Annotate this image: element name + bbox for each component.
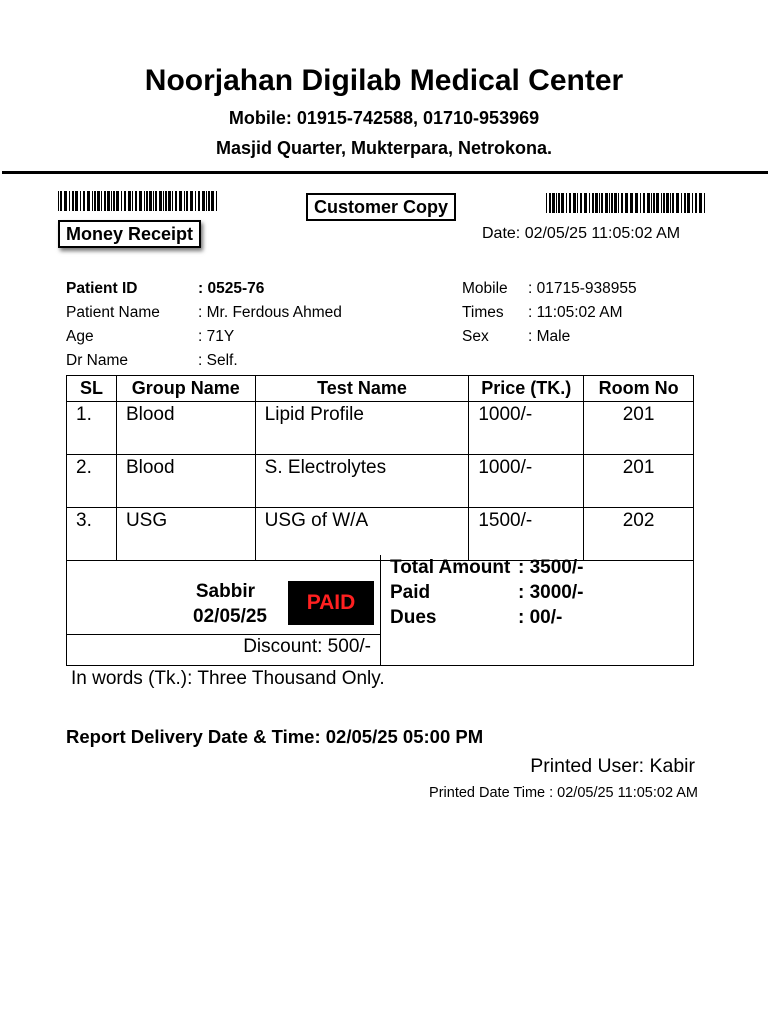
patient-id-label: Patient ID bbox=[66, 280, 138, 297]
column-header-room: Room No bbox=[584, 376, 694, 402]
barcode-bar bbox=[202, 191, 205, 211]
barcode-bar bbox=[663, 193, 665, 213]
column-header-test: Test Name bbox=[255, 376, 469, 402]
barcode-bar bbox=[190, 191, 193, 211]
discount-text: Discount: 500/- bbox=[243, 636, 371, 657]
dr-name-label: Dr Name bbox=[66, 352, 129, 369]
barcode-bar bbox=[104, 191, 106, 211]
barcode-bar bbox=[159, 191, 162, 211]
received-date: 02/05/25 bbox=[193, 606, 267, 627]
times-label: Times bbox=[462, 304, 504, 321]
barcode-bar bbox=[132, 191, 133, 211]
cell-test: Lipid Profile bbox=[255, 402, 469, 455]
barcode-bar bbox=[175, 191, 177, 211]
barcode-bar bbox=[625, 193, 628, 213]
barcode-bar bbox=[211, 191, 214, 211]
barcode-bar bbox=[601, 193, 603, 213]
amount-in-words: In words (Tk.): Three Thousand Only. bbox=[71, 668, 385, 689]
barcode-bar bbox=[614, 193, 617, 213]
dues-value: : 00/- bbox=[518, 607, 563, 628]
barcode-bar bbox=[695, 193, 697, 213]
cell-sl: 3. bbox=[67, 508, 117, 561]
barcode-bar bbox=[635, 193, 638, 213]
total-label: Total Amount bbox=[390, 557, 511, 578]
barcode-bar bbox=[561, 193, 564, 213]
barcode-bar bbox=[113, 191, 115, 211]
center-address: Masjid Quarter, Mukterpara, Netrokona. bbox=[215, 138, 553, 158]
barcode-bar bbox=[573, 193, 576, 213]
barcode-bar bbox=[60, 191, 62, 211]
patient-info bbox=[0, 277, 768, 377]
barcode-bar bbox=[172, 191, 173, 211]
barcode-bar bbox=[107, 191, 110, 211]
payment-summary bbox=[66, 555, 694, 666]
barcode-bar bbox=[163, 191, 164, 211]
cell-group: USG bbox=[116, 508, 255, 561]
printed-user: Printed User: Kabir bbox=[530, 755, 695, 777]
times-value: : 11:05:02 AM bbox=[528, 304, 623, 321]
report-delivery: Report Delivery Date & Time: 02/05/25 05:00 PM bbox=[66, 726, 484, 747]
barcode-bar bbox=[195, 191, 196, 211]
barcode-bar bbox=[552, 193, 555, 213]
cell-room: 201 bbox=[584, 402, 694, 455]
barcode-bar bbox=[651, 193, 652, 213]
barcode-bar bbox=[165, 191, 167, 211]
barcode-bar bbox=[584, 193, 587, 213]
barcode-bar bbox=[558, 193, 560, 213]
customer-copy-label: Customer Copy bbox=[306, 193, 456, 221]
barcode-bar bbox=[184, 191, 185, 211]
cell-room: 202 bbox=[584, 508, 694, 561]
barcode-bar bbox=[72, 191, 74, 211]
mobile-value: : 01715-938955 bbox=[528, 280, 637, 297]
patient-age-label: Age bbox=[66, 328, 94, 345]
barcode-bar bbox=[216, 191, 217, 211]
cell-test: S. Electrolytes bbox=[255, 455, 469, 508]
barcode-bar bbox=[643, 193, 645, 213]
table-row bbox=[67, 508, 694, 561]
barcode-bar bbox=[168, 191, 171, 211]
barcode-bar bbox=[155, 191, 157, 211]
paid-label: Paid bbox=[390, 582, 431, 603]
barcode-bar bbox=[699, 193, 702, 213]
barcode-bar bbox=[549, 193, 551, 213]
barcode-bar bbox=[692, 193, 693, 213]
barcode-bar bbox=[58, 191, 59, 211]
barcode-bar bbox=[121, 191, 122, 211]
total-value: : 3500/- bbox=[518, 557, 584, 578]
cell-test: USG of W/A bbox=[255, 508, 469, 561]
sex-value: : Male bbox=[528, 328, 571, 345]
mobile-label: Mobile bbox=[462, 280, 508, 297]
cell-sl: 1. bbox=[67, 402, 117, 455]
dr-name-value: : Self. bbox=[198, 352, 238, 369]
barcode-bar bbox=[208, 191, 210, 211]
received-by: Sabbir bbox=[195, 581, 255, 602]
column-header-group: Group Name bbox=[116, 376, 255, 402]
barcode-bar bbox=[684, 193, 686, 213]
column-header-price: Price (TK.) bbox=[469, 376, 584, 402]
barcode-bar bbox=[592, 193, 594, 213]
barcode-bar bbox=[144, 191, 145, 211]
printed-date-time: Printed Date Time : 02/05/25 11:05:02 AM bbox=[429, 785, 698, 801]
barcode-bar bbox=[92, 191, 93, 211]
paid-value: : 3000/- bbox=[518, 582, 584, 603]
barcode-bar bbox=[676, 193, 679, 213]
patient-name-label: Patient Name bbox=[66, 304, 160, 321]
barcode-bar bbox=[116, 191, 119, 211]
barcode-bar bbox=[569, 193, 571, 213]
barcode-bar bbox=[589, 193, 590, 213]
barcode-bar bbox=[640, 193, 641, 213]
barcode-bar bbox=[135, 191, 137, 211]
center-mobile: Mobile: 01915-742588, 01710-953969 bbox=[228, 108, 540, 128]
dues-label: Dues bbox=[390, 607, 437, 628]
summary-divider bbox=[380, 555, 381, 665]
patient-age-value: : 71Y bbox=[198, 328, 235, 345]
header-divider bbox=[2, 171, 768, 174]
cell-room: 201 bbox=[584, 455, 694, 508]
barcode-bar bbox=[670, 193, 671, 213]
sex-label: Sex bbox=[462, 328, 489, 345]
barcode-bar bbox=[687, 193, 690, 213]
barcode-bar bbox=[206, 191, 207, 211]
cell-sl: 2. bbox=[67, 455, 117, 508]
barcode-bar bbox=[87, 191, 90, 211]
table-header-row bbox=[67, 376, 694, 402]
barcode-bar bbox=[149, 191, 152, 211]
barcode-bar bbox=[556, 193, 557, 213]
barcode-bar bbox=[599, 193, 600, 213]
center-name: Noorjahan Digilab Medical Center bbox=[144, 64, 624, 97]
barcode-bar bbox=[621, 193, 623, 213]
cell-price: 1500/- bbox=[469, 508, 584, 561]
barcode-bar bbox=[595, 193, 598, 213]
barcode-bar bbox=[611, 193, 613, 213]
cell-group: Blood bbox=[116, 455, 255, 508]
barcode-bar bbox=[75, 191, 78, 211]
money-receipt-label: Money Receipt bbox=[58, 220, 201, 248]
barcode-bar bbox=[198, 191, 200, 211]
barcode-bar bbox=[672, 193, 674, 213]
barcode-bar bbox=[97, 191, 100, 211]
barcode-bar bbox=[64, 191, 67, 211]
barcode-bar bbox=[656, 193, 659, 213]
tests-table bbox=[66, 375, 694, 561]
barcode-bar bbox=[128, 191, 131, 211]
barcode-bar bbox=[111, 191, 112, 211]
barcode-bar bbox=[80, 191, 81, 211]
patient-name-value: : Mr. Ferdous Ahmed bbox=[198, 304, 342, 321]
barcode-bar bbox=[653, 193, 655, 213]
barcode-bar bbox=[566, 193, 567, 213]
barcode-bar bbox=[94, 191, 96, 211]
barcode-bar bbox=[83, 191, 85, 211]
barcode-bar bbox=[666, 193, 669, 213]
cell-group: Blood bbox=[116, 402, 255, 455]
barcode-bar bbox=[139, 191, 142, 211]
cell-price: 1000/- bbox=[469, 402, 584, 455]
barcode-bar bbox=[101, 191, 102, 211]
barcode-bar bbox=[630, 193, 631, 213]
barcode-bar bbox=[631, 193, 633, 213]
column-header-sl: SL bbox=[67, 376, 117, 402]
barcode-bar bbox=[577, 193, 578, 213]
barcode-bar bbox=[618, 193, 619, 213]
barcode-bar bbox=[153, 191, 154, 211]
barcode-bar bbox=[704, 193, 705, 213]
barcode-bar bbox=[146, 191, 148, 211]
receipt-date: Date: 02/05/25 11:05:02 AM bbox=[482, 225, 681, 242]
patient-id-value: : 0525-76 bbox=[198, 280, 265, 297]
barcode-bar bbox=[661, 193, 662, 213]
table-row bbox=[67, 402, 694, 455]
barcode-bar bbox=[179, 191, 182, 211]
barcode-bar bbox=[647, 193, 650, 213]
barcode-bar bbox=[609, 193, 610, 213]
discount-divider bbox=[67, 634, 380, 635]
barcode-left-icon bbox=[58, 191, 218, 211]
barcode-bar bbox=[605, 193, 608, 213]
barcode-bar bbox=[186, 191, 188, 211]
barcode-bar bbox=[681, 193, 682, 213]
barcode-bar bbox=[546, 193, 547, 213]
barcode-bar bbox=[69, 191, 70, 211]
barcode-bar bbox=[124, 191, 126, 211]
barcode-bar bbox=[580, 193, 582, 213]
table-row bbox=[67, 455, 694, 508]
cell-price: 1000/- bbox=[469, 455, 584, 508]
paid-stamp: PAID bbox=[288, 581, 374, 625]
barcode-right-icon bbox=[546, 193, 706, 213]
